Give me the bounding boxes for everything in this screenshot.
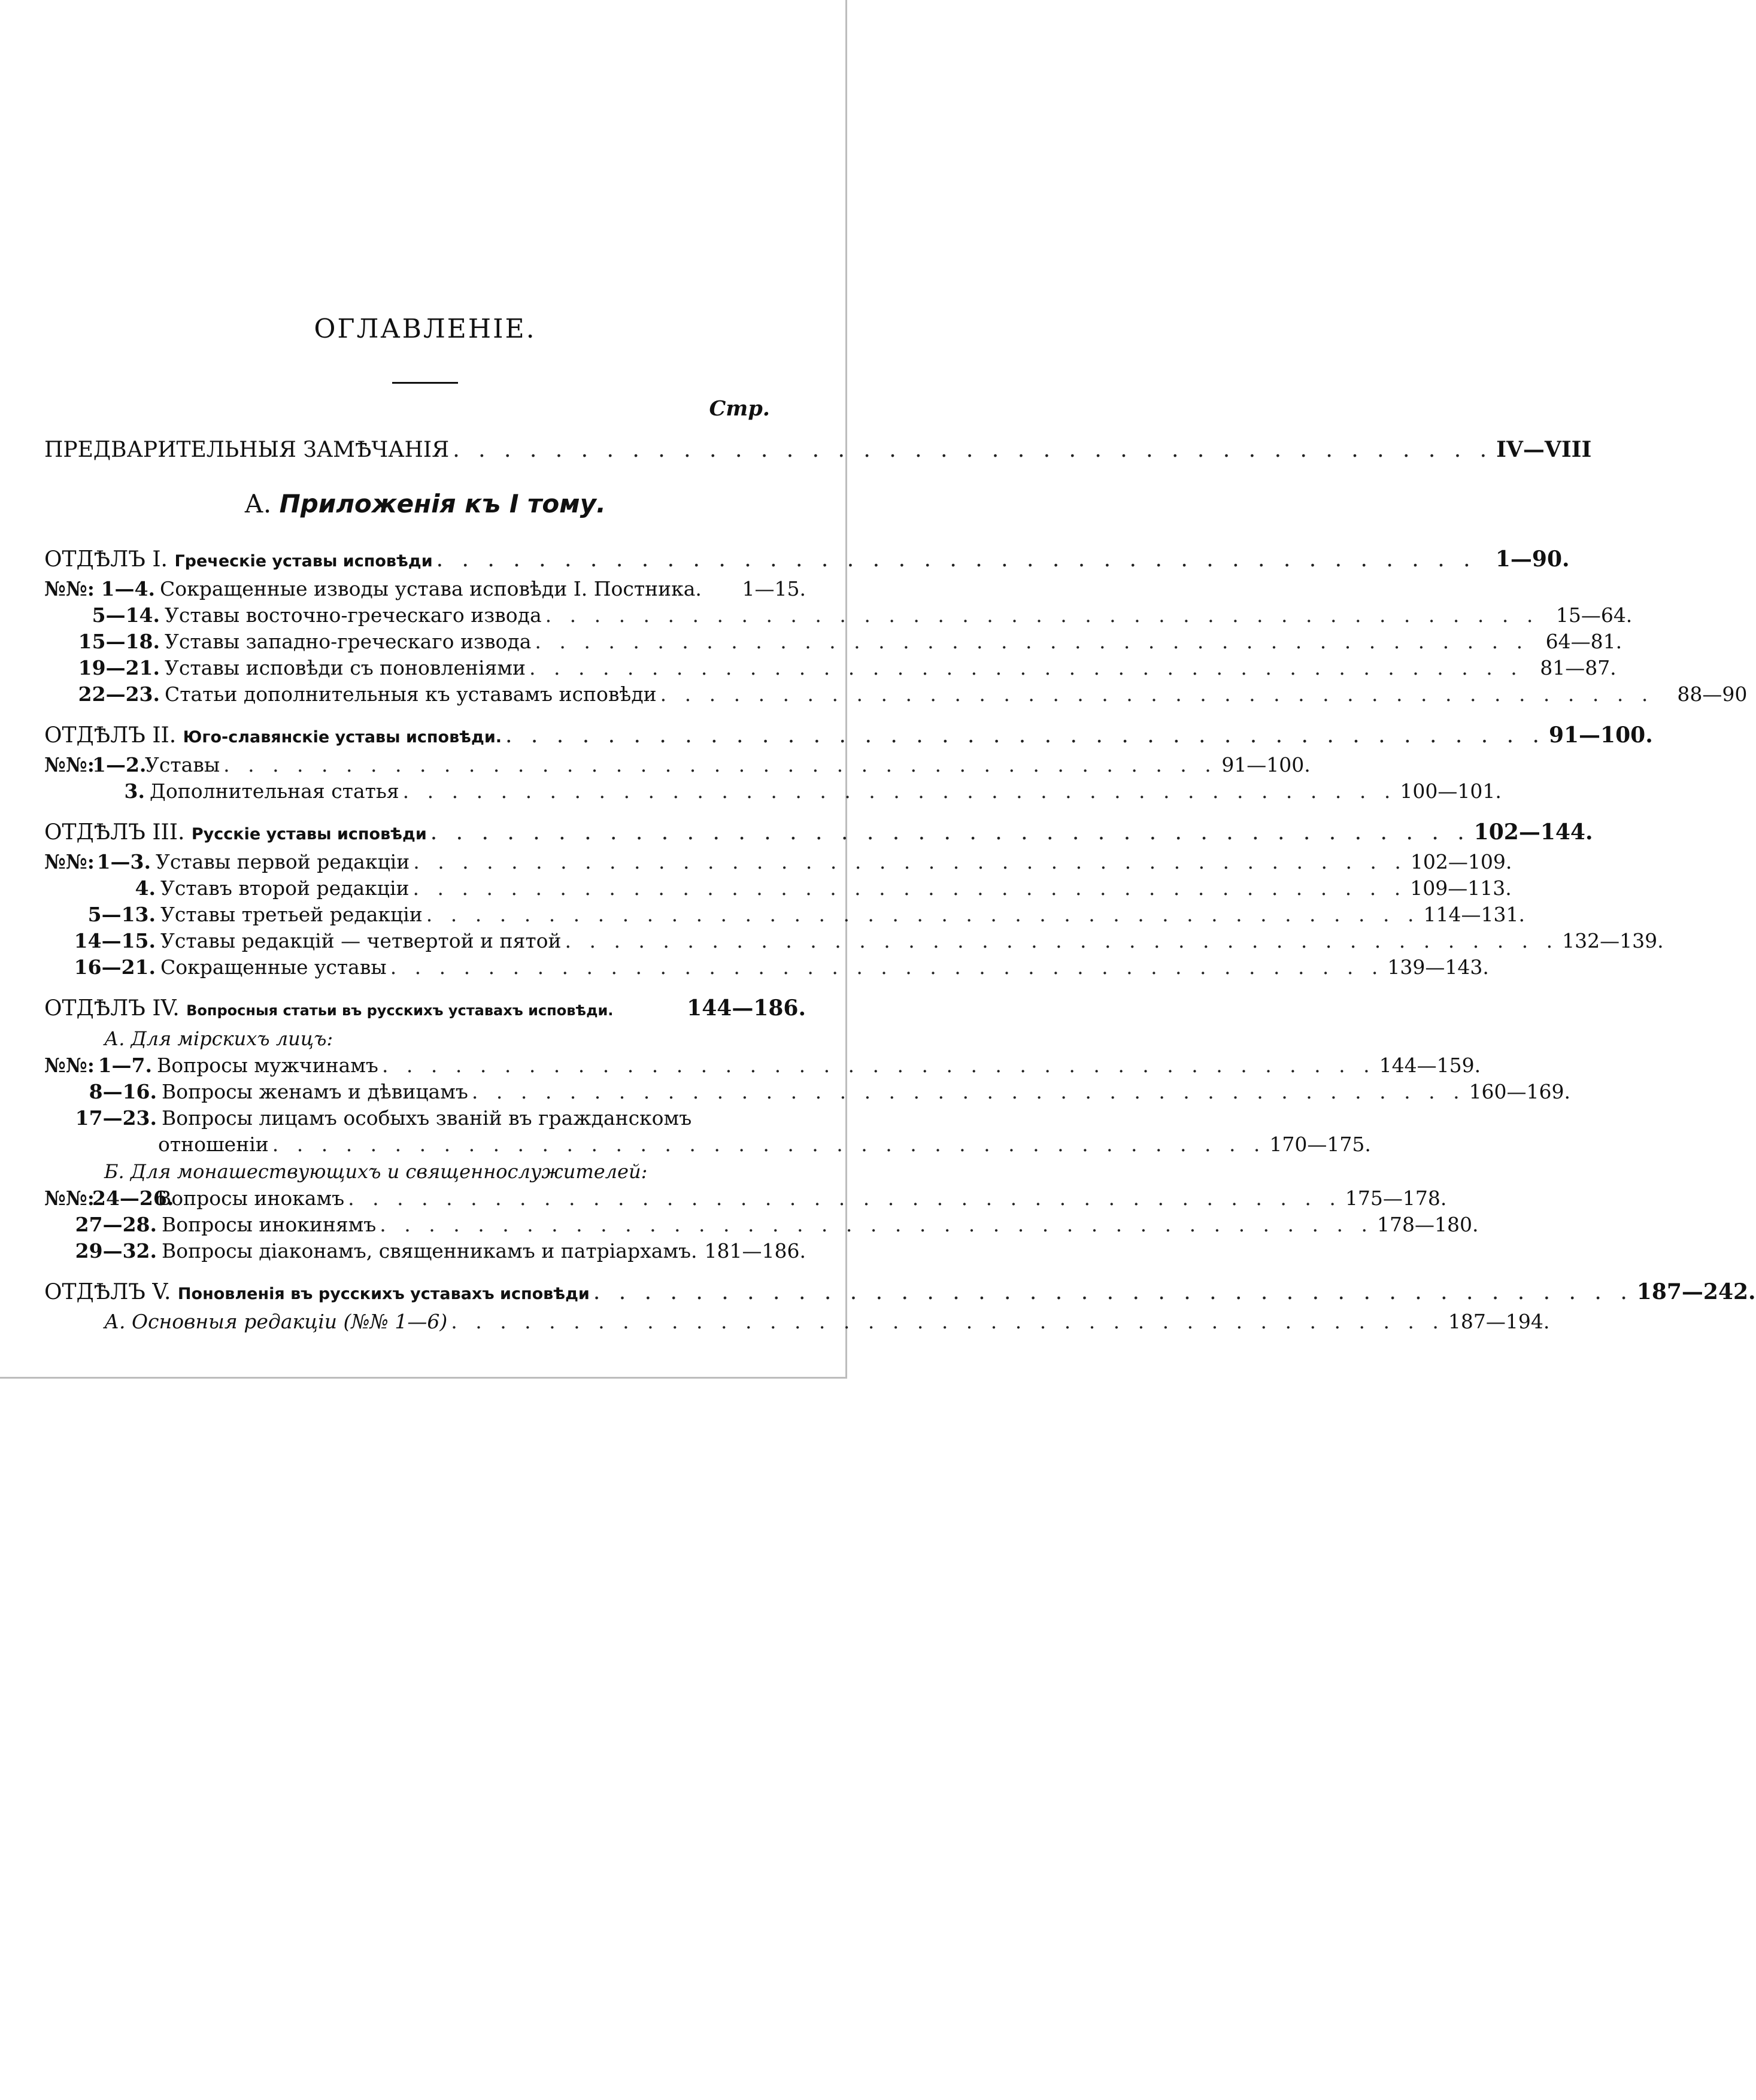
section-title: Русскіе уставы исповѣди [191,825,427,843]
entry-number: 27—28. [75,1213,157,1236]
leader-dots: . . . . . . . . . . . . . . . . . . . . . . . . . . . . . . . . . . . . . . . . . [505,723,1545,748]
subsection-heading: Б. Для монашествующихъ и священнослужителей: [104,1160,648,1183]
leader-dots: . . . . . . . . . . . . . . . . . . . . . . . . . . . . . . . . . . . . . . . . . [565,929,1559,952]
entry-text: Вопросы мужчинамъ [157,1054,378,1077]
section-title: Греческіе уставы исповѣди [174,552,433,570]
entry-text: Уставъ второй редакціи [160,876,410,900]
entry-text: Уставы [145,753,220,776]
entry-pages: 1—15. [742,577,806,600]
toc-entry [44,902,1525,928]
toc-entry [44,1079,1571,1105]
toc-entry [44,954,1489,981]
leader-dots: . . . . . . . . . . . . . . . . . . . . . . . . . . . . . . . . . . . . . . . . . [426,903,1420,926]
leader-dots: . . . . . . . . . . . . . . . . . . . . . . . . . . . . . . . . . . . . . . . . . [430,820,1470,845]
entry-number: 5—14. [92,603,160,627]
entry-text: Уставы первой редакціи [156,850,410,873]
entry-text: отношеніи [158,1133,269,1156]
entry-pages: 181—186. [704,1239,806,1263]
entry-number: 4. [135,876,156,900]
entry-pages: 109—113. [1410,876,1512,900]
leader-dots: . . . . . . . . . . . . . . . . . . . . . . . . . . . . . . . . . . . . . . . . . [413,850,1407,873]
section-title: Вопросныя статьи въ русскихъ уставахъ исповѣди. [186,1002,614,1019]
toc-entry [44,875,1512,902]
toc-entry [44,629,1622,655]
entry-pages: 88—90 [1677,682,1748,706]
entry-number: 1—3. [96,850,151,873]
leader-dots: . . . . . . . . . . . . . . . . . . . . . . . . . . . . . . . . . . . . . . . . . [545,603,1539,627]
page-column-heading: Стр. [709,396,770,421]
toc-entry [44,1185,1447,1212]
toc-entry [44,1105,806,1131]
section-heading [44,1277,1756,1309]
section-title: Поновленія въ русскихъ уставахъ исповѣди [177,1285,590,1303]
entry-pages: 91—100. [1221,753,1311,776]
entry-text: Вопросы діаконамъ, священникамъ и патріархамъ. [162,1239,697,1263]
toc-entry [44,602,1633,629]
entry-number: 16—21. [74,955,156,979]
page-title: ОГЛАВЛЕНІЕ. [314,314,536,344]
entry-pages: 132—139. [1562,929,1664,952]
toc-entry [44,1212,1479,1238]
entry-text: Уставы исповѣди съ поновленіями [165,656,526,679]
entry-number: 29—32. [75,1239,157,1263]
table-of-contents [44,311,1756,1335]
entry-pages: 144—159. [1379,1054,1481,1077]
preface-label: ПРЕДВАРИТЕЛЬНЫЯ ЗАМѢЧАНІЯ [44,438,450,462]
entry-pages: 114—131. [1423,903,1525,926]
section-roman: I. [152,547,168,572]
entry-text: Сокращенные уставы [160,955,387,979]
leader-dots: . . . . . . . . . . . . . . . . . . . . . . . . . . . . . . . . . . . . . . . . . [535,630,1529,653]
toc-entry [44,681,1748,708]
section-roman: V. [152,1280,171,1304]
entry-pages: 64—81. [1545,630,1622,653]
toc-entry-continuation [44,1131,1371,1158]
entry-text: Вопросы инокинямъ [162,1213,377,1236]
toc-entry [44,778,1502,805]
numero-mark: №№: [44,577,95,600]
section-pages: 187—242. [1636,1279,1756,1304]
entry-number: 3. [124,779,145,803]
preface-pages: IV—VIII [1496,437,1592,462]
entry-number: 19—21. [78,656,160,679]
toc-preface [44,435,1592,465]
entry-number: 17—23. [75,1106,157,1130]
entry-number: 15—18. [78,630,160,653]
toc-entry [44,1052,1481,1079]
toc-entry [44,1238,806,1264]
numero-mark: №№: [44,850,95,873]
entry-text: Уставы западно-греческаго извода [165,630,532,653]
leader-dots: . . . . . . . . . . . . . . . . . . . . . . . . . . . . . . . . . . . . . . . . . [471,1080,1466,1103]
entry-number: 14—15. [74,929,156,952]
section-pages: 144—186. [687,996,806,1021]
entry-number: 24—26. [92,1186,174,1210]
section-roman: IV. [152,996,180,1021]
leader-dots: . . . . . . . . . . . . . . . . . . . . . . . . . . . . . . . . . . . . . . . . . [453,438,1493,462]
title-rule [392,382,458,384]
toc-entry [44,576,806,602]
entry-text: Дополнительная статья [150,779,399,803]
leader-dots: . . . . . . . . . . . . . . . . . . . . . . . . . . . . . . . . . . . . . . . . . [413,876,1407,900]
numero-mark: №№: [44,753,95,776]
leader-dots: . . . . . . . . . . . . . . . . . . . . . . . . . . . . . . . . . . . . . . . . . [381,1054,1376,1077]
section-heading [44,545,1570,576]
toc-entry [44,928,1664,954]
entry-number: 1—2. [92,753,147,776]
section-roman: III. [152,820,185,845]
entry-text: Уставы третьей редакціи [160,903,423,926]
part-title: Приложенія къ I тому. [279,489,606,518]
toc-entry [44,849,1512,875]
entry-pages: 187—194. [1448,1310,1550,1333]
toc-entry [44,1309,1550,1335]
entry-number: 8—16. [89,1080,157,1103]
entry-pages: 175—178. [1345,1186,1447,1210]
section-label: ОТДѢЛЪ [44,547,145,572]
section-title: Юго-славянскіе уставы исповѣди. [183,728,502,746]
numero-mark: №№: [44,1186,95,1210]
leader-dots: . . . . . . . . . . . . . . . . . . . . . . . . . . . . . . . . . . . . . . . . . [348,1186,1342,1210]
section-label: ОТДѢЛЪ [44,1280,145,1304]
section-heading [44,721,1653,752]
entry-number: 5—13. [87,903,156,926]
leader-dots: . . . . . . . . . . . . . . . . . . . . . . . . . . . . . . . . . . . . . . . . . [436,547,1476,572]
entry-pages: 15—64. [1555,603,1633,627]
entry-text: Уставы редакцій — четвертой и пятой [160,929,562,952]
leader-dots: . . . . . . . . . . . . . . . . . . . . . . . . . . . . . . . . . . . . . . . . . [390,955,1384,979]
leader-dots: . . . . . . . . . . . . . . . . . . . . . . . . . . . . . . . . . . . . . . . . . [660,682,1654,706]
leader-dots: . . . . . . . . . . . . . . . . . . . . . . . . . . . . . . . . . . . . . . . . . [223,753,1217,776]
entry-pages: 160—169. [1469,1080,1571,1103]
entry-pages: 178—180. [1376,1213,1479,1236]
toc-entry [44,752,1311,778]
entry-pages: 102—109. [1410,850,1512,873]
entry-number: 1—4. [101,577,155,600]
leader-dots: . . . . . . . . . . . . . . . . . . . . . . . . . . . . . . . . . . . . . . . . . [593,1280,1633,1304]
leader-dots: . . . . . . . . . . . . . . . . . . . . . . . . . . . . . . . . . . . . . . . . . [451,1310,1445,1333]
section-label: ОТДѢЛЪ [44,996,145,1021]
section-label: ОТДѢЛЪ [44,723,145,748]
part-letter: А. [244,489,272,518]
section-label: ОТДѢЛЪ [44,820,145,845]
section-pages: 91—100. [1548,723,1653,748]
leader-dots: . . . . . . . . . . . . . . . . . . . . . . . . . . . . . . . . . . . . . . . . . [529,656,1523,679]
entry-pages: 170—175. [1269,1133,1371,1156]
entry-pages: 81—87. [1540,656,1617,679]
entry-number: 22—23. [78,682,160,706]
leader-dots: . . . . . . . . . . . . . . . . . . . . . . . . . . . . . . . . . . . . . . . . . [402,779,1397,803]
section-pages: 102—144. [1473,820,1593,845]
entry-text: Сокращенные изводы устава исповѣди I. Постника. [160,577,702,600]
entry-text: Вопросы женамъ и дѣвицамъ [162,1080,468,1103]
part-heading [44,487,806,521]
section-heading [44,818,1593,849]
subsection-heading: А. Для мірскихъ лицъ: [104,1027,333,1050]
entry-text: Уставы восточно-греческаго извода [165,603,542,627]
entry-pages: 100—101. [1400,779,1502,803]
entry-text: Статьи дополнительныя къ уставамъ исповѣди [165,682,657,706]
entry-text: Вопросы лицамъ особыхъ званій въ гражданскомъ [162,1106,692,1130]
leader-dots: . . . . . . . . . . . . . . . . . . . . . . . . . . . . . . . . . . . . . . . . . [272,1133,1266,1156]
toc-entry [44,655,1617,681]
numero-mark: №№: [44,1054,95,1077]
entry-text: А. Основныя редакціи (№№ 1—6) [104,1310,448,1333]
section-heading [44,994,806,1025]
entry-text: Вопросы инокамъ [157,1186,345,1210]
leader-dots: . . . . . . . . . . . . . . . . . . . . . . . . . . . . . . . . . . . . . . . . . [380,1213,1373,1236]
entry-pages: 139—143. [1387,955,1489,979]
section-pages: 1—90. [1495,547,1570,572]
entry-number: 1—7. [98,1054,152,1077]
section-roman: II. [152,723,177,748]
